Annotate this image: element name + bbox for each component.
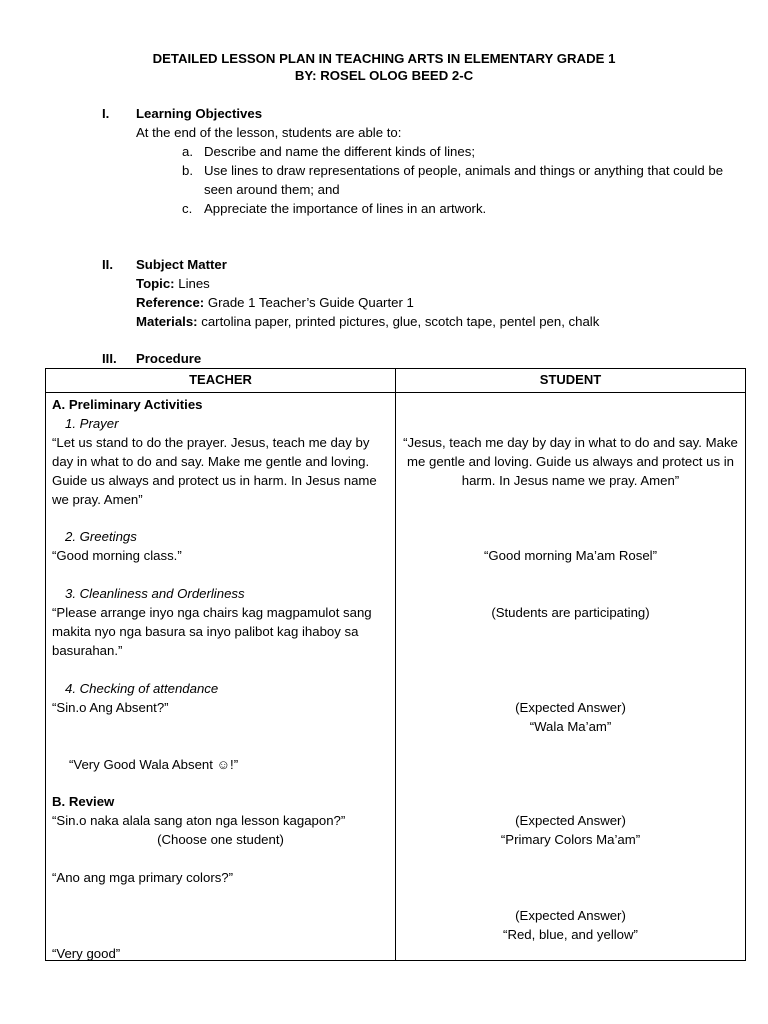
absent-reply: “Wala Ma’am” [529, 719, 612, 734]
procedure-table [45, 368, 746, 961]
student-cell [396, 393, 746, 961]
attendance-heading: 4. Checking of attendance [65, 681, 219, 696]
materials-line: Materials: cartolina paper, printed pictures, glue, scotch tape, pentel pen, chalk [136, 314, 600, 329]
objective-item: c. Appreciate the importance of lines in an artwork. [182, 201, 487, 216]
very-good-text: “Very good” [52, 946, 121, 961]
review-reply: “Primary Colors Ma’am” [500, 832, 641, 847]
title-line-2: BY: ROSEL OLOG BEED 2-C [294, 68, 474, 83]
prayer-reply: “Jesus, teach me day by day in what to do and say. Make me gentle and loving. Guide us always and protect us in harm. In Jesus name we pray. Amen” [403, 435, 738, 488]
objective-item: a. Describe and name the different kinds of lines; [182, 144, 475, 159]
review-choose-text: (Choose one student) [157, 832, 284, 847]
column-header-student: STUDENT [396, 369, 746, 393]
expected-answer-label: (Expected Answer) [515, 700, 626, 715]
section-heading: Procedure [136, 351, 202, 366]
prelim-heading: A. Preliminary Activities [52, 397, 203, 412]
column-header-teacher: TEACHER [46, 369, 396, 393]
objectives-intro: At the end of the lesson, students are able to: [136, 125, 402, 140]
objectives-list [136, 142, 728, 218]
colors-reply: “Red, blue, and yellow” [503, 927, 638, 942]
cleanliness-text: “Please arrange inyo nga chairs kag magpamulot sang makita nyo nga basura sa inyo palibot kag ihaboy sa basurahan.” [52, 605, 372, 658]
section-numeral: III. [102, 351, 117, 366]
reference-line: Reference: Grade 1 Teacher’s Guide Quarter 1 [136, 295, 414, 310]
greeting-reply: “Good morning Ma’am Rosel” [484, 548, 657, 563]
review-question: “Sin.o naka alala sang aton nga lesson kagapon?” [52, 813, 346, 828]
objective-item: b. Use lines to draw representations of people, animals and things or anything that could be seen around them; and [182, 163, 724, 197]
section-heading: Subject Matter [136, 257, 227, 272]
title-line-1: DETAILED LESSON PLAN IN TEACHING ARTS IN ELEMENTARY GRADE 1 [152, 51, 616, 66]
section-heading: Learning Objectives [136, 106, 263, 121]
review-heading: B. Review [52, 794, 115, 809]
document-title [0, 50, 768, 84]
greetings-heading: 2. Greetings [65, 529, 137, 544]
section-numeral: II. [102, 257, 113, 272]
section-numeral: I. [102, 106, 110, 121]
cleanliness-heading: 3. Cleanliness and Orderliness [65, 586, 245, 601]
prayer-heading: 1. Prayer [65, 416, 119, 431]
attendance-text: “Sin.o Ang Absent?” [52, 700, 169, 715]
very-good-absent-text: “Very Good Wala Absent ☺!” [69, 757, 239, 772]
table-row [46, 393, 746, 961]
participating-text: (Students are participating) [491, 605, 650, 620]
expected-answer-label: (Expected Answer) [515, 813, 626, 828]
prayer-text: “Let us stand to do the prayer. Jesus, teach me day by day in what to do and say. Make me gentle and loving. Guide us always and protect us in harm. In Jesus name we pray. Amen” [52, 435, 377, 507]
teacher-cell [46, 393, 396, 961]
topic-line: Topic: Lines [136, 276, 210, 291]
primary-colors-question: “Ano ang mga primary colors?” [52, 870, 234, 885]
table-header-row [46, 369, 746, 393]
greetings-text: “Good morning class.” [52, 548, 182, 563]
expected-answer-label: (Expected Answer) [515, 908, 626, 923]
